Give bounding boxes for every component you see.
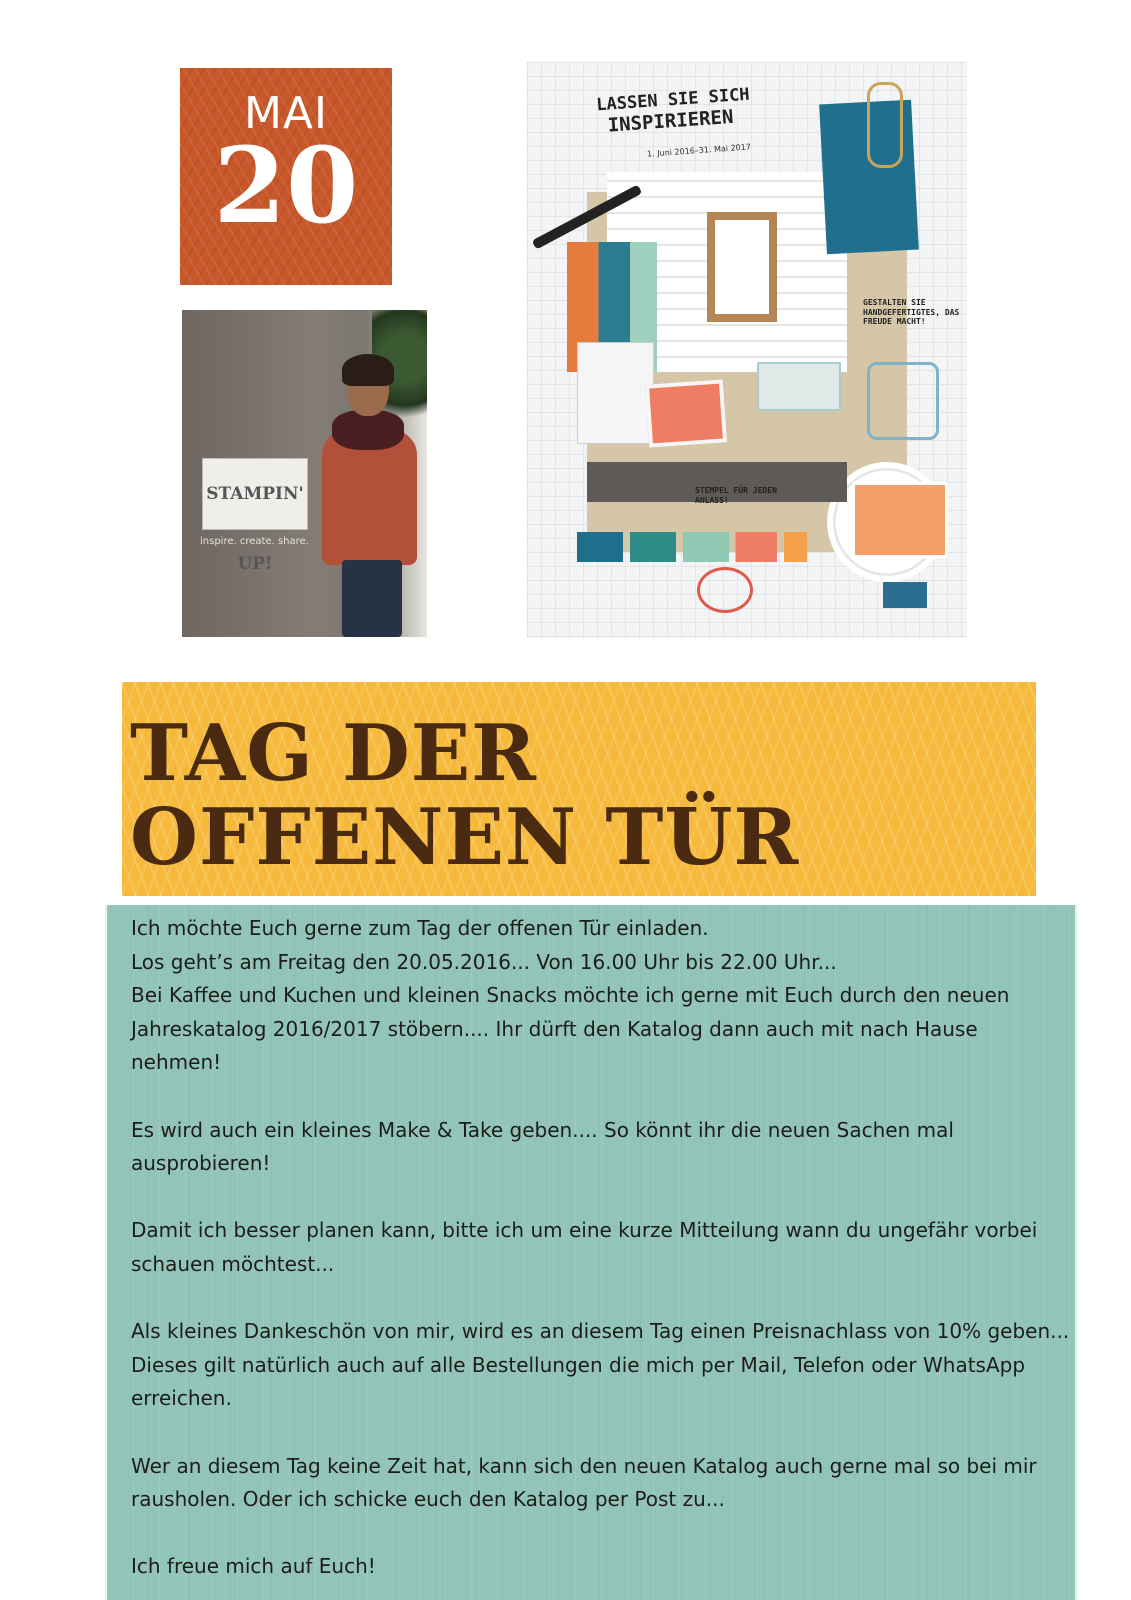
hello-card — [645, 379, 727, 447]
catalog-title — [596, 85, 752, 139]
catalog-title-line1: LASSEN SIE SICH — [595, 84, 751, 116]
paragraph-discount: Als kleines Dankeschön von mir, wird es an diesem Tag einen Preisnachlass von 10% geben... Dieses gilt natürlich auch auf alle Bestellungen die mich per Mail, Telefon oder WhatsApp erreichen. — [131, 1319, 1070, 1411]
calendar-card — [715, 220, 769, 314]
magazine-holder — [577, 342, 654, 444]
paper-clips — [867, 82, 903, 168]
date-badge — [180, 68, 392, 285]
catalog-line: Bei Kaffee und Kuchen und kleinen Snacks möchte ich gerne mit Euch durch den neuen Jahreskatalog 2016/2017 stöbern.... Ihr dürft den Katalog dann auch mit nach Hause nehmen! — [131, 983, 1010, 1075]
red-twine — [697, 567, 753, 613]
person-legs — [342, 560, 402, 637]
title-line1: TAG DER — [130, 708, 537, 799]
time-line: Los geht’s am Freitag den 20.05.2016... Von 16.00 Uhr bis 22.00 Uhr... — [131, 949, 837, 974]
date-month: MAI — [243, 88, 329, 139]
logo-text: STAMPIN' UP! — [206, 484, 304, 574]
invitation-text — [131, 912, 1071, 1584]
paragraph-no-time: Wer an diesem Tag keine Zeit hat, kann sich den neuen Katalog auch gerne mal so bei mir rausholen. Oder ich schicke euch den Katalog per Post zu... — [131, 1453, 1037, 1512]
floral-card — [852, 482, 948, 558]
catalog-cover-image — [527, 62, 967, 638]
page-title — [130, 708, 800, 883]
fabric-swatches — [577, 532, 807, 562]
host-photo — [182, 310, 427, 637]
invitation-line: Ich möchte Euch gerne zum Tag der offenen Tür einladen. — [131, 916, 709, 940]
paragraph-rsvp: Damit ich besser planen kann, bitte ich um eine kurze Mitteilung wann du ungefähr vorbei schauen möchtest... — [131, 1218, 1038, 1276]
person-body — [322, 430, 417, 565]
catalog-dates: 1. Juni 2016–31. Mai 2017 — [646, 142, 752, 159]
person-hair — [342, 354, 394, 386]
paragraph-make-and-take: Es wird auch ein kleines Make & Take geben.... So könnt ihr die neuen Sachen mal ausprobieren! — [131, 1117, 954, 1176]
paragraph-invitation — [131, 912, 1071, 1080]
logo-tagline: inspire. create. share. — [200, 536, 309, 547]
person-scarf — [332, 410, 404, 450]
paragraph-closing: Ich freue mich auf Euch! — [131, 1554, 376, 1579]
date-day: 20 — [213, 124, 359, 247]
catalog-title-line2: INSPIRIEREN — [607, 106, 735, 137]
jar-outline — [867, 362, 939, 440]
title-line2: OFFENEN TÜR — [130, 792, 800, 883]
catalog-note-handmade: GESTALTEN SIE HANDGEFERTIGTES, DAS FREUDE MACHT! — [863, 298, 960, 327]
gift-box — [757, 362, 841, 411]
catalog-note-stamps: STEMPEL FÜR JEDEN ANLASS! — [695, 486, 777, 505]
catalog-logo — [883, 582, 927, 608]
